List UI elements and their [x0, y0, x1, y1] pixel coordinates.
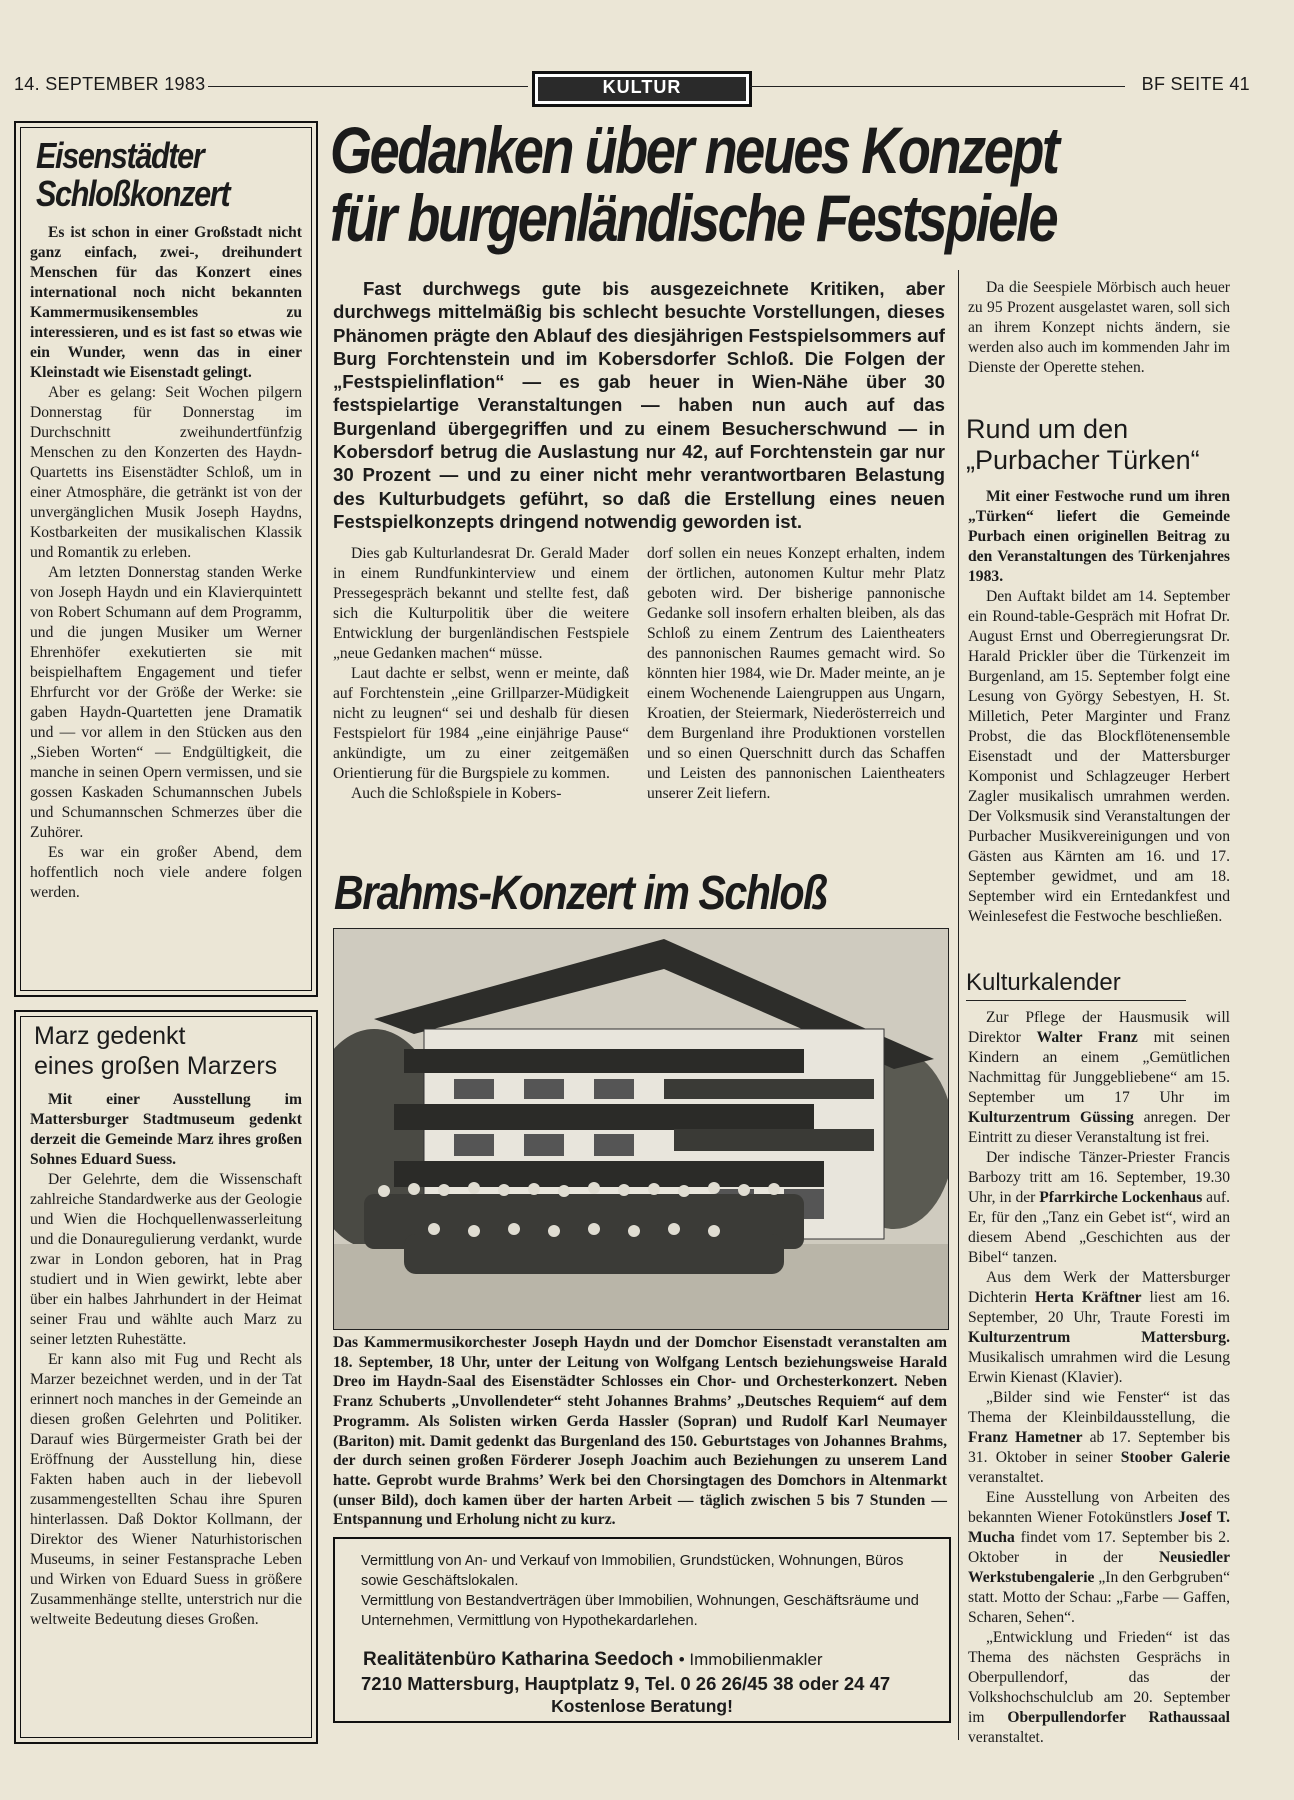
column-divider [958, 270, 959, 1740]
calendar-entry [968, 1268, 1230, 1388]
ad-company [363, 1649, 823, 1671]
article-paragraph: Den Auftakt bildet am 14. September ein Round-table-Gespräch mit Hofrat Dr. August Ernst und Oberregierungsrat Dr. Harald Prickler über die Türkenzeit im Burgenland, am 15. September folgt eine Lesung von György Sebestyen, H. St. Milletich, Peter Marginter und Franz Probst, die das Blockflötenensemble Eisenstadt und der Mattersburger Komponist und Schlagzeuger Herbert Zagler musikalisch umrahmen werden. Der Volksmusik sind Veranstaltungen der Purbacher Musikvereinigungen und von Gästen aus Kärnten am 16. und 17. September gewidmet, und am 18. September wird ein Erntedankfest und Weinlesefest die Festwoche beschließen. [968, 588, 1230, 925]
photo-caption: Das Kammermusikorchester Joseph Haydn und der Domchor Eisenstadt veranstalten am 18. September, 18 Uhr, unter der Leitung von Wolfgang Lentsch beziehungsweise Harald Dreo im Haydn-Saal des Eisenstädter Schlosses ein Chor- und Orchesterkonzert. Neben Franz Schuberts „Unvollendeter“ steht Johannes Brahms’ „Deutsches Requiem“ auf dem Programm. Als Solisten wirken Gerda Hassler (Sopran) und Rudolf Karl Neumayer (Bariton) mit. Damit gedenkt das Burgenland des 150. Geburtstages von Johannes Brahms, der durch seinen großen Förderer Joseph Joachim auch Beziehungen zu unserem Land hatte. Geprobt wurde Brahms’ Werk bei den Chorsingtagen des Domchors in Altenmarkt (unser Bild), doch kamen über der harten Arbeit — täglich zwischen 5 bis 7 Stunden — Entspannung und Erholung nicht zu kurz. [333, 1334, 947, 1529]
calendar-entry [968, 1008, 1230, 1148]
main-headline [330, 113, 1117, 255]
entry-highlight: Stoober Galerie [1120, 1449, 1230, 1466]
brahms-headline: Brahms-Konzert im Schloß [334, 867, 827, 920]
entry-text: findet vom 17. September bis 2. Oktober in der [968, 1529, 1230, 1566]
article-paragraph: Am letzten Donnerstag standen Werke von Joseph Haydn und ein Klavierquintett von Robert Schumann auf dem Programm, und die jungen Musiker um Werner Ehrenhöfer exekutierten sie mit beispielhaftem Engagement und tiefer Ehrfurcht vor der Größe der Werke: sie gaben Haydn-Quartetten jene Dramatik und — vor allem in den Stücken aus den „Sieben Worten“ — Endgültigkeit, die manche in seinen Opern vermissen, und sie gossen Kaskaden Schumannschen Jubels und Schumannschen Schmerzes über die Zuhörer. [30, 564, 302, 841]
choir-photo [333, 928, 949, 1330]
purbach-article [968, 487, 1230, 927]
main-headline-line1: Gedanken über neues Konzept [330, 113, 1058, 187]
calendar-entry [968, 1628, 1230, 1748]
entry-text: mit seinen Kindern an einem „Gemütlichen Nachmittag für Junggebliebene“ am 15. September um 17 Uhr im [968, 1029, 1230, 1106]
seespiele-paragraph-block [968, 278, 1230, 378]
entry-highlight: Pfarrkirche Lockenhaus [1039, 1189, 1203, 1206]
entry-highlight: Kulturzentrum Güssing [968, 1109, 1134, 1126]
article-paragraph: Da die Seespiele Mörbisch auch heuer zu 95 Prozent ausgelastet waren, soll sich an ihrem Konzept nichts ändern, sie werden also auch im kommenden Jahr im Dienste der Operette stehen. [968, 279, 1230, 376]
article-title-line1: Eisenstädter [36, 135, 204, 176]
ad-free-consultation: Kostenlose Beratung! [551, 1696, 733, 1716]
entry-highlight: Walter Franz [1036, 1029, 1138, 1046]
main-column-1 [333, 544, 629, 804]
entry-text: Musikalisch umrahmen wird die Lesung Erwin Kienast (Klavier). [968, 1349, 1230, 1386]
real-estate-ad [333, 1537, 951, 1723]
entry-text: anregen. Der Eintritt zu dieser Veranstaltung ist frei. [968, 1109, 1230, 1146]
entry-text: veranstaltet. [968, 1469, 1044, 1486]
ad-line: Vermittlung von Bestandverträgen über Immobilien, Wohnungen, Geschäftsräume und Unternehmen, Vermittlung von Hypothekardarlehen. [361, 1593, 919, 1629]
page-number: BF SEITE 41 [1141, 74, 1250, 94]
purbach-title-line1: Rund um den [966, 414, 1129, 444]
entry-highlight: Kulturzentrum Mattersburg. [968, 1329, 1230, 1346]
ad-description [361, 1551, 931, 1631]
purbach-title-line2: „Purbacher Türken“ [966, 445, 1200, 475]
article-paragraph: Laut dachte er selbst, wenn er meinte, daß auf Forchtenstein „eine Grillparzer-Müdigkeit nicht zu leugnen“ sei und deshalb für diesen Festspielort für 1984 „eine einjährige Pause“ ankündigte, um zu einer zeitgemäßen Orientierung für die Burgspiele zu kommen. [333, 665, 629, 782]
main-lead [333, 277, 945, 533]
chalet-group-photo [334, 929, 948, 1329]
calendar-entry [968, 1148, 1230, 1268]
entry-highlight: Josef T. Mucha [968, 1509, 1230, 1546]
entry-highlight: Franz Hametner [968, 1429, 1083, 1446]
entry-text: ab 17. September bis 31. Oktober in seiner [968, 1429, 1231, 1466]
entry-text: auf. Er, für den „Tanz ein Gebet ist“, wird an diesem Abend „Geschichten aus der Bibel“ tanzen. [968, 1189, 1230, 1266]
article-title-line2: eines großen Marzers [34, 1052, 278, 1080]
article-title-line1: Marz gedenkt [34, 1022, 186, 1050]
section-label-box [532, 71, 752, 107]
kulturkalender-list [968, 1008, 1230, 1748]
entry-text: „Bilder sind wie Fenster“ ist das Thema der Kleinbildausstellung, die [968, 1389, 1230, 1426]
article-paragraph: Es war ein großer Abend, dem hoffentlich noch viele andere folgen werden. [30, 844, 302, 901]
article-intro: Mit einer Ausstellung im Mattersburger Stadtmuseum gedenkt derzeit die Gemeinde Marz ihres großen Sohnes Eduard Suess. [30, 1091, 302, 1168]
lead-paragraph: Fast durchwegs gute bis ausgezeichnete Kritiken, aber durchwegs mittelmäßig bis schlecht besuchte Vorstellungen, dieses Phänomen prägte den Ablauf des diesjährigen Festspielsommers auf Burg Forchtenstein und im Kobersdorfer Schloß. Die Folgen der „Festspielinflation“ — es gab heuer in Wien-Nähe über 30 festspielartige Veranstaltungen — haben nun auch auf das Burgenland übergegriffen und zu einem Besucherschwund — in Kobersdorf betrug die Auslastung nur 42, auf Forchtenstein gar nur 30 Prozent — und zu einer nicht mehr verantwortbaren Belastung des Kulturbudgets geführt, so daß die Erstellung eines neuen Festspielkonzepts dringend notwendig geworden ist. [333, 278, 945, 532]
article-paragraph: Er kann also mit Fug und Recht als Marzer bezeichnet werden, und in der Tat erinnert noch manches in der Gemeinde an diesen großen Gelehrten und Politiker. Darauf wies Bürgermeister Grath bei der Eröffnung der Ausstellung hin, diese Fakten haben auch in der liebevoll zusammengestellten Schau ihre Spuren hinterlassen. Daß Doktor Kollmann, der Direktor des Wiener Naturhistorischen Museums, in seiner Festansprache Leben und Wirken von Eduard Suess in größere Zusammenhänge stellte, unterstrich nur die weltweite Bedeutung dieses Großen. [30, 1351, 302, 1628]
entry-highlight: Oberpullendorfer Rathaussaal [1007, 1709, 1230, 1726]
ad-line: Vermittlung von An- und Verkauf von Immobilien, Grundstücken, Wohnungen, Büros sowie Geschäftslokalen. [361, 1553, 904, 1589]
entry-highlight: Herta Kräftner [1034, 1289, 1142, 1306]
entry-text: „Entwicklung und Frieden“ ist das Thema des nächsten Gesprächs in Oberpullendorf, das der Volkshochschulclub am 20. September im [968, 1629, 1230, 1726]
article-body [30, 1090, 302, 1630]
entry-text: Eine Ausstellung von Arbeiten des bekannten Wiener Fotokünstlers [968, 1489, 1230, 1526]
article-box-marz [14, 1010, 318, 1744]
entry-text: liest am 16. September, 20 Uhr, Traute Foresti im [968, 1289, 1230, 1326]
article-paragraph: dorf sollen ein neues Konzept erhalten, indem der örtlichen, autonomen Kultur mehr Platz geboten wird. Der bisherige pannonische Gedanke soll insofern erhalten bleiben, als das Schloß zu einem Zentrum des Laientheaters des pannonischen Raumes gemacht wird. So könnten hier 1984, wie Dr. Mader meinte, an je einem Wochenende Laiengruppen aus Ungarn, Kroatien, der Steiermark, Niederösterreich und dem Burgenland ihre Produktionen vorstellen und so einen Querschnitt durch das Schaffen und Leisten des pannonischen Laientheaters unserer Zeit liefern. [647, 545, 945, 802]
entry-highlight: Neusiedler Werkstubengalerie [968, 1549, 1230, 1586]
article-paragraph: Auch die Schloßspiele in Kobers- [351, 785, 562, 802]
article-box-schlosskonzert [14, 121, 318, 997]
ad-company-role: • Immobilienmakler [678, 1650, 823, 1669]
article-paragraph: Aber es gelang: Seit Wochen pilgern Donnerstag für Donnerstag im Durchschnitt zweihundertfünfzig Menschen zu den Konzerten des Haydn-Quartetts ins Eisenstädter Schloß, um in einer Atmosphäre, die getränkt ist von der unvergänglichen Musik Joseph Haydns, Kostbarkeiten der musikalischen Klassik und Romantik zu erleben. [30, 384, 302, 561]
ad-address: 7210 Mattersburg, Hauptplatz 9, Tel. 0 26 26/45 38 oder 24 47 [361, 1673, 891, 1694]
kulturkalender-title: Kulturkalender [966, 969, 1121, 996]
entry-text: Aus dem Werk der Mattersburger Dichterin [968, 1269, 1230, 1306]
header-rule-right [750, 86, 1125, 87]
entry-text: Der indische Tänzer-Priester Francis Barbozy tritt am 16. September, 19.30 Uhr, in der [968, 1149, 1230, 1206]
article-intro: Es ist schon in einer Großstadt nicht ganz einfach, zwei-, dreihundert Menschen für das Konzert eines international noch nicht bekannten Kammermusikensembles zu interessieren, und es ist fast so etwas wie ein Wunder, wenn das in einer Kleinstadt wie Eisenstadt gelingt. [30, 224, 302, 381]
ad-company-name: Realitätenbüro Katharina Seedoch [363, 1649, 674, 1670]
entry-text: Zur Pflege der Hausmusik will Direktor [968, 1009, 1230, 1046]
issue-date: 14. SEPTEMBER 1983 [14, 74, 206, 94]
article-body [30, 223, 302, 903]
calendar-entry [968, 1488, 1230, 1628]
main-headline-line2: für burgenländische Festspiele [330, 181, 1057, 255]
article-intro: Mit einer Festwoche rund um ihren „Türken“ liefert die Gemeinde Purbach einen originellen Beitrag zu den Veranstaltungen des Türkenjahres 1983. [968, 488, 1230, 585]
header-rule-left [208, 86, 528, 87]
entry-text: veranstaltet. [968, 1729, 1044, 1746]
article-paragraph: Dies gab Kulturlandesrat Dr. Gerald Mader in einem Rundfunkinterview und einem Pressegespräch bekannt und stellte fest, daß sich die Kulturpolitik über die weitere Entwicklung der burgenländischen Festspiele „neue Gedanken machen“ müsse. [333, 545, 629, 662]
section-label: KULTUR [538, 77, 746, 101]
calendar-entry [968, 1388, 1230, 1488]
kulturkalender-underline [966, 1000, 1186, 1001]
article-title-line2: Schloßkonzert [36, 173, 230, 214]
article-paragraph: Der Gelehrte, dem die Wissenschaft zahlreiche Standardwerke aus der Geologie und Wien die Hochquellenwasserleitung und die Donauregulierung verdankt, wurde zwar in London geboren, hat in Prag studiert und in Wien gewirkt, lebte aber über ein halbes Jahrhundert in der Heimat seiner Frau und wählte auch Marz zu seiner letzten Ruhestätte. [30, 1171, 302, 1348]
main-column-2 [647, 544, 945, 804]
entry-text: „In den Gerbgruben“ statt. Motto der Schau: „Farbe — Gaffen, Scharen, Sehen“. [968, 1569, 1231, 1626]
